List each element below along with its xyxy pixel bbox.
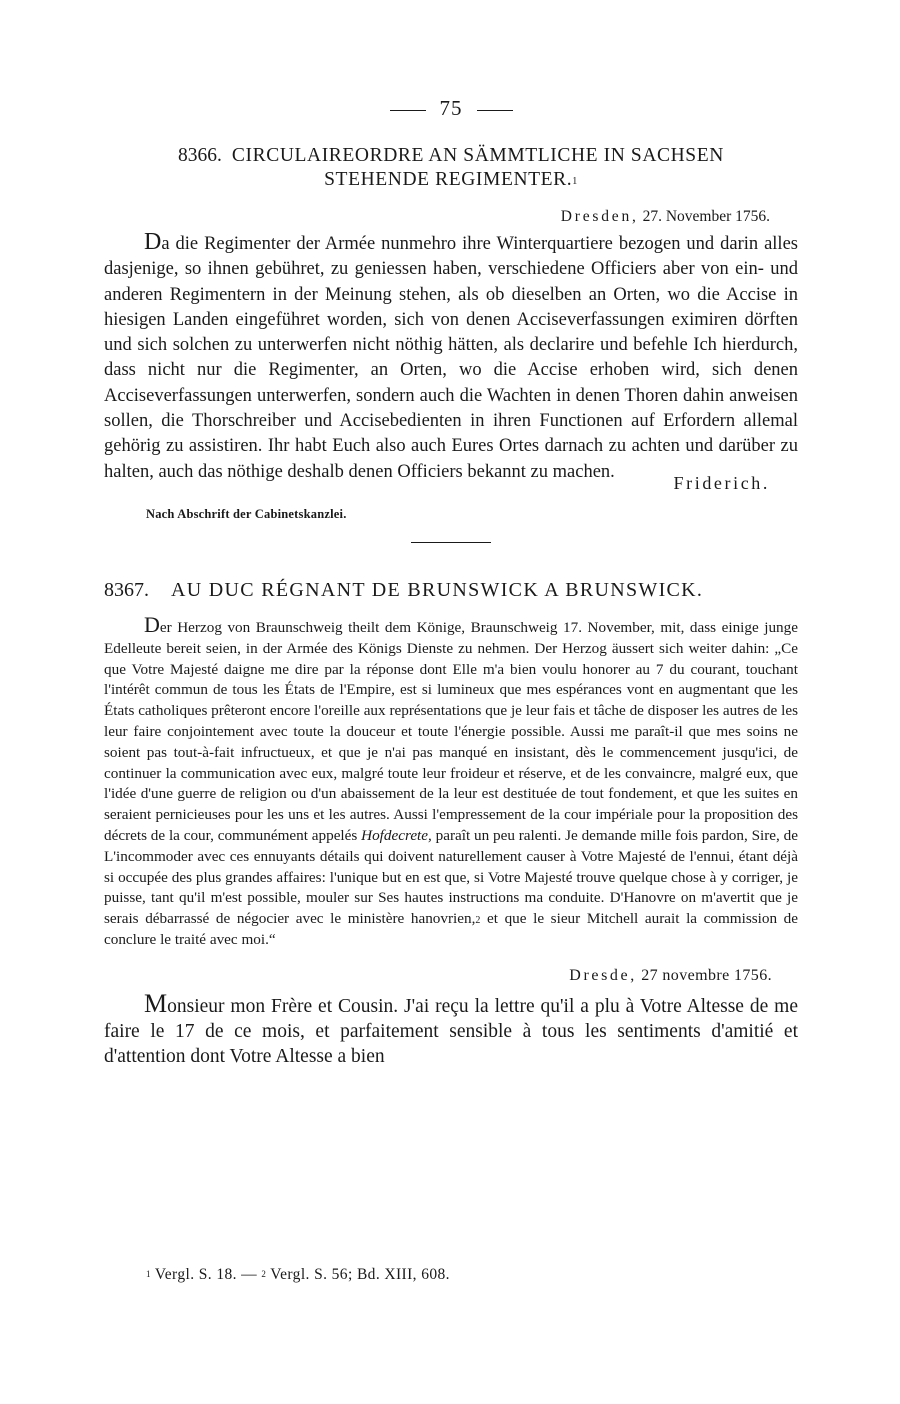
section-number: 8366. [178,145,222,166]
footnotes [146,1266,450,1284]
section-number: 8367. [104,578,149,601]
footnote-2: Vergl. S. 56; Bd. XIII, 608. [266,1266,450,1283]
date-place: Dresde, [569,966,637,984]
section-title: AU DUC RÉGNANT DE BRUNSWICK A BRUNSWICK. [171,578,704,601]
footnote-mark-2: 2 [261,1269,267,1279]
initial-letter: D [144,611,160,637]
summary-text-c: et que le sieur Mitchell aurait la commission de conclure le traité avec moi.“ [104,910,798,948]
section-title: CIRCULAIREORDRE AN SÄMMTLICHE IN SACHSEN [231,145,724,166]
date-place: Dresden, [560,208,639,225]
section-divider [411,542,491,543]
body-text: a die Regimenter der Armée nunmehro ihre Winterquartiere bezogen und darin alles dasjenige, so ihnen gebühret, zu geniessen haben, verschiedene Officiers aber von ein- und anderen Regimentern in der Meinung stehen, als ob dieselben an Orten, wo die Accise in hiesigen Landen eingeführet worden, sich von denen Acciseverfassungen eximiren dörften und sich solchen zu unterwerfen nicht nöthig hätten, als declarire und befehle Ich hierdurch, dass nicht nur die Regimenter, an Orten, wo die Accise erhoben wird, sich denen Acciseverfassungen unterwerfen, sondern auch die Wachten in denen Thoren dahin anweisen sollen, die Thorschreiber und Accisebedienten in ihren Functionen auf Erfordern allemal gehörig zu assistiren. Ihr habt Euch also auch Eures Ortes darnach zu achten und darüber zu halten, auch das nöthige deshalb denen Officiers bekannt zu machen. [104,234,798,482]
section-title-continued: STEHENDE REGIMENTER. [324,169,573,190]
section-8366-dateline [104,208,798,226]
footnote-mark-1: 1 [146,1269,151,1279]
summary-text-b: paraît un peu ralenti. Je demande mille fois pardon, Sire, de L'incommoder avec ces ennuyants détails qui doivent naturellement causer à Votre Majesté de l'ennui, étant déjà si occupée des plus grandes affaires: l'unique but en est que, si Votre Majesté trouve quelque chose à y corriger, je puisse, tant qu'il m'est possible, mouler sur Ses hautes instructions ma conduite. D'Hanovre on m'avertit que je serais débarrassé de négocier avec le ministère hanovrien, [104,826,798,928]
date: 27. November 1756. [638,208,770,225]
initial-letter: D [144,229,162,255]
section-8366-title-line1 [104,144,798,168]
signature-row [104,472,798,507]
signature: Friderich. [673,472,770,493]
footnote-ref: 1 [572,176,578,187]
date: 27 novembre 1756. [636,966,772,984]
footnote-1: Vergl. S. 18. — [150,1266,262,1283]
source-note: Nach Abschrift der Cabinetskanzlei. [146,506,347,521]
initial-letter: M [144,988,168,1018]
footnote-ref: 2 [475,915,481,927]
page-number-value: 75 [439,96,463,120]
page [104,96,798,1088]
page-number [104,96,798,126]
section-8367-heading [104,577,798,603]
section-8367-letter [104,988,798,1069]
dash-right [477,110,513,111]
summary-italic: Hofdecrete, [361,826,432,844]
dash-left [390,110,426,111]
section-8366-title-line2 [104,168,798,192]
letter-text: onsieur mon Frère et Cousin. J'ai reçu la lettre qu'il a plu à Votre Altesse de me faire le 17 de ce mois, et parfaitement sensible à tous les sentiments d'amitié et d'attention dont Votre Altesse a bien [104,995,798,1067]
section-8367-summary [104,611,798,951]
section-8366-heading [104,144,798,192]
summary-text-a: er Herzog von Braunschweig theilt dem Könige, Braunschweig 17. November, mit, dass einige junge Edelleute bereit seien, in der Armée des Königs Dienste zu nehmen. Der Herzog äussert sich weiter dahin: „Ce que Votre Majesté daigne me dire par la réponse dont Elle m'a bien voulu honorer au 7 du courant, touchant l'intérêt commun de tous les États de l'Empire, est si lumineux que mes espérances vont en augmentant que les États catholiques prêteront encore l'oreille aux représentations que je leur fais et tâche de disposer les autres de les leur faire conjointement avec toute la douceur et toute l'énergie possible. Aussi me paraît-il que mes soins ne soient pas tout-à-fait infructueux, et que je n'ai pas manqué en insistant, dès le commencement jusqu'ici, de continuer la communication avec eux, malgré toute leur froideur et réserve, et de les convaincre, malgré eux, que l'idée d'une guerre de religion ou d'un abaissement de la leur est destituée de tout fondement, et que les suites en seraient pernicieuses pour les uns et les autres. Aussi l'empressement de la cour impériale pour la proposition des décrets de la cour, communément appelés [104,618,798,844]
section-8367-dateline [104,967,798,985]
section-8366-body [104,230,798,485]
